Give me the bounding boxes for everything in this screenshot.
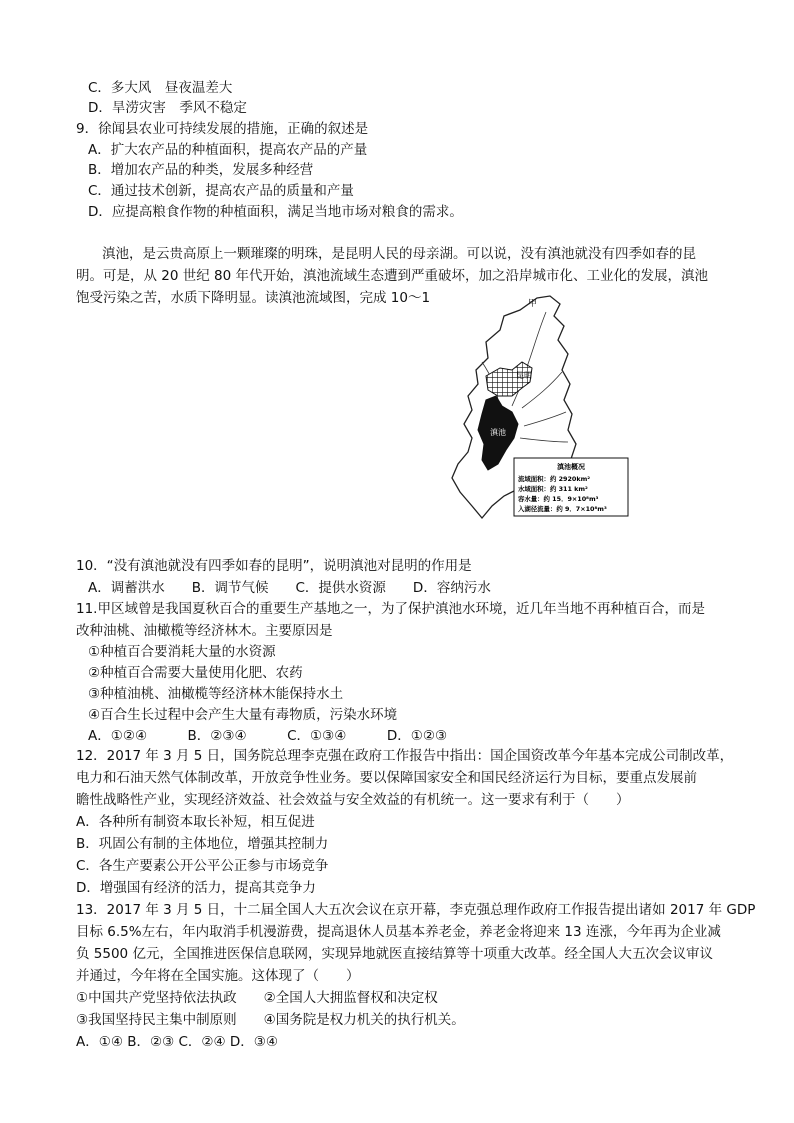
q12-stem-3: 瞻性战略性产业，实现经济效益、社会效益与安全效益的有机统一。这一要求有利于（ ） [76, 792, 630, 808]
passage-line-3: 饱受污染之苦，水质下降明显。读滇池流域图，完成 10～1 [76, 290, 431, 306]
q9-option-b: B．增加农产品的种类，发展多种经营 [88, 162, 314, 178]
passage-line-2: 明。可是，从 20 世纪 80 年代开始，滇池流域生态遭到严重破坏，加之沿岸城市化、工业化的发展，滇池 [76, 268, 709, 284]
q8-option-d: D．旱涝灾害 季风不稳定 [88, 100, 247, 116]
info-basin-area: 流域面积：约 2920km² [518, 475, 591, 483]
q13-statements-3-4: ③我国坚持民主集中制原则 ④国务院是权力机关的执行机关。 [76, 1012, 465, 1028]
info-capacity: 容水量：约 15．9×10⁸m³ [518, 495, 599, 503]
q9-option-a: A．扩大农产品的种植面积，提高农产品的产量 [88, 142, 368, 158]
info-water-area: 水域面积：约 311 km² [518, 485, 588, 493]
q11-stem-1: 11.甲区域曾是我国夏秋百合的重要生产基地之一，为了保护滇池水环境，近几年当地不再种植百合，而是 [76, 601, 705, 617]
q9-stem: 9．徐闻县农业可持续发展的措施，正确的叙述是 [76, 121, 369, 137]
info-inflow: 入湖径流量：约 9．7×10⁸m³ [518, 505, 607, 513]
q12-option-c: C．各生产要素公开公平公正参与市场竞争 [76, 858, 329, 874]
q10-stem: 10．“没有滇池就没有四季如春的昆明”，说明滇池对昆明的作用是 [76, 558, 472, 574]
q11-statement-2: ②种植百合需要大量使用化肥、农药 [88, 665, 303, 681]
q11-stem-2: 改种油桃、油橄榄等经济林木。主要原因是 [76, 623, 333, 639]
q13-stem-4: 并通过，今年将在全国实施。这体现了（ ） [76, 968, 360, 984]
q12-stem-1: 12．2017 年 3 月 5 日，国务院总理李克强在政府工作报告中指出：国企国资改革今年基本完成公司制改革， [76, 748, 734, 764]
q9-option-c: C．通过技术创新，提高农产品的质量和产量 [88, 183, 354, 199]
dianchi-basin-map [442, 292, 632, 532]
q12-option-d: D．增强国有经济的活力，提高其竞争力 [76, 880, 316, 896]
passage-line-1: 滇池，是云贵高原上一颗璀璨的明珠，是昆明人民的母亲湖。可以说，没有滇池就没有四季如春的昆 [102, 246, 696, 262]
q12-stem-2: 电力和石油天然气体制改革，开放竞争性业务。要以保障国家安全和国民经济运行为目标，要重点发展前 [76, 770, 697, 786]
q11-statement-1: ①种植百合要消耗大量的水资源 [88, 644, 276, 660]
q9-option-d: D．应提高粮食作物的种植面积，满足当地市场对粮食的需求。 [88, 204, 463, 220]
q13-options: A．①④ B．②③ C．②④ D．③④ [76, 1034, 279, 1050]
info-box-title: 滇池概况 [557, 463, 585, 471]
q11-statement-3: ③种植油桃、油橄榄等经济林木能保持水土 [88, 686, 344, 702]
q13-stem-1: 13．2017 年 3 月 5 日，十二届全国人大五次会议在京开幕，李克强总理作政府工作报告提出诸如 2017 年 GDP [76, 902, 756, 918]
label-dianchi: 滇池 [490, 428, 506, 437]
q8-option-c: C．多大风 昼夜温差大 [88, 80, 233, 96]
label-jia: 甲 [528, 299, 538, 309]
q12-option-b: B．巩固公有制的主体地位，增强其控制力 [76, 836, 329, 852]
map-svg [442, 292, 632, 532]
q10-options: A．调蓄洪水 B．调节气候 C．提供水资源 D．容纳污水 [88, 580, 491, 596]
q11-options: A．①②④ B．②③④ C．①③④ D．①②③ [88, 728, 448, 744]
q13-statements-1-2: ①中国共产党坚持依法执政 ②全国人大拥监督权和决定权 [76, 990, 438, 1006]
q13-stem-2: 目标 6.5%左右，年内取消手机漫游费，提高退休人员基本养老金，养老金将迎来 13 连涨，今年再为企业减 [76, 924, 721, 940]
label-kunming: 昆明 [516, 371, 532, 380]
q11-statement-4: ④百合生长过程中会产生大量有毒物质，污染水环境 [88, 707, 398, 723]
q13-stem-3: 负 5500 亿元，全国推进医保信息联网，实现异地就医直接结算等十项重大改革。经全国人大五次会议审议 [76, 946, 713, 962]
q12-option-a: A．各种所有制资本取长补短，相互促进 [76, 814, 315, 830]
